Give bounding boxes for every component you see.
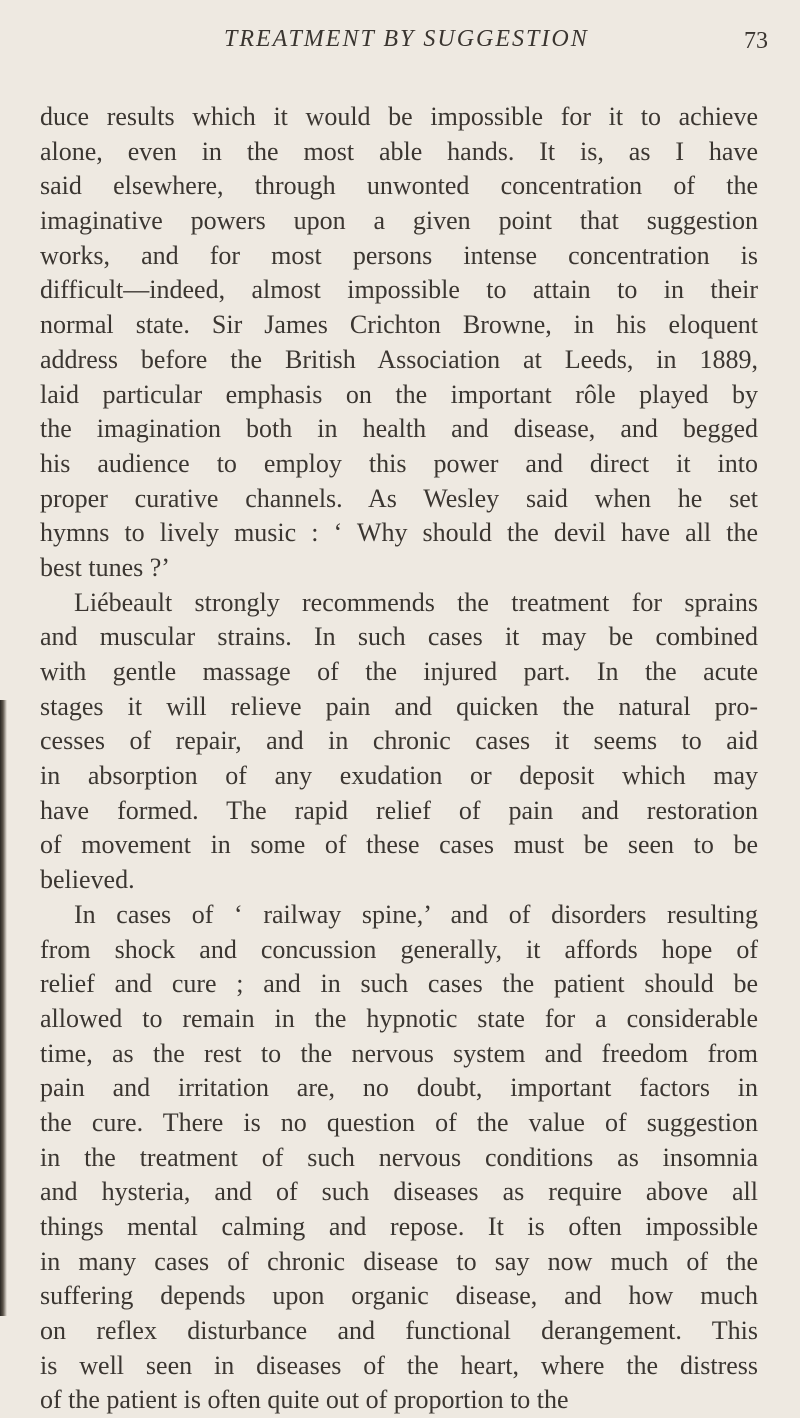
text-line: said elsewhere, through unwonted concentration of the <box>40 171 758 201</box>
text-line: time, as the rest to the nervous system and freedom from <box>40 1038 758 1068</box>
text-line: believed. <box>40 865 135 895</box>
text-line: difficult—indeed, almost impossible to attain to in their <box>40 275 758 305</box>
text-line: hymns to lively music : ‘ Why should the devil have all the <box>40 518 758 548</box>
text-line: Liébeault strongly recommends the treatment for sprains <box>74 587 758 617</box>
paragraph <box>40 898 758 1418</box>
text-line: on reflex disturbance and functional derangement. This <box>40 1316 758 1346</box>
text-line: the cure. There is no question of the value of suggestion <box>40 1107 758 1137</box>
text-line: with gentle massage of the injured part. In the acute <box>40 657 758 686</box>
paragraph <box>40 100 758 586</box>
text-line: relief and cure ; and in such cases the patient should be <box>40 969 758 999</box>
text-line: works, and for most persons intense concentration is <box>40 240 758 270</box>
text-line: pain and irritation are, no doubt, important factors in <box>40 1073 758 1103</box>
text-line: of the patient is often quite out of proportion to the <box>40 1385 569 1415</box>
text-line: his audience to employ this power and direct it into <box>40 448 758 478</box>
text-line: in absorption of any exudation or deposit which may <box>40 761 758 791</box>
text-line: from shock and concussion generally, it affords hope of <box>40 934 758 964</box>
body-text <box>40 100 758 1418</box>
text-line: duce results which it would be impossible for it to achieve <box>40 102 758 131</box>
text-line: allowed to remain in the hypnotic state for a considerable <box>40 1003 758 1033</box>
text-line: normal state. Sir James Crichton Browne, in his eloquent <box>40 310 758 340</box>
text-line: in many cases of chronic disease to say now much of the <box>40 1246 758 1276</box>
text-line: stages it will relieve pain and quicken the natural pro- <box>40 691 758 721</box>
text-line: and hysteria, and of such diseases as require above all <box>40 1177 758 1207</box>
text-line: address before the British Association at Leeds, in 1889, <box>40 344 758 374</box>
page-number: 73 <box>744 28 768 54</box>
text-line: imaginative powers upon a given point that suggestion <box>40 206 758 236</box>
text-line: have formed. The rapid relief of pain and restoration <box>40 795 758 825</box>
running-title: TREATMENT BY SUGGESTION <box>224 26 589 52</box>
text-line: best tunes ?’ <box>40 552 170 582</box>
text-line: the imagination both in health and disease, and begged <box>40 414 758 444</box>
page-binding-edge <box>0 700 7 1316</box>
text-line: things mental calming and repose. It is often impossible <box>40 1212 758 1241</box>
text-line: of movement in some of these cases must be seen to be <box>40 830 758 860</box>
text-line: alone, even in the most able hands. It is, as I have <box>40 136 758 166</box>
text-line: laid particular emphasis on the important rôle played by <box>40 379 758 409</box>
text-line: in the treatment of such nervous conditions as insomnia <box>40 1142 758 1172</box>
text-line: In cases of ‘ railway spine,’ and of disorders resulting <box>74 899 758 929</box>
text-line: suffering depends upon organic disease, and how much <box>40 1281 758 1311</box>
paragraph <box>40 586 758 898</box>
text-line: and muscular strains. In such cases it may be combined <box>40 622 758 652</box>
text-line: cesses of repair, and in chronic cases it seems to aid <box>40 726 758 756</box>
text-line: is well seen in diseases of the heart, where the distress <box>40 1350 758 1380</box>
text-line: proper curative channels. As Wesley said when he set <box>40 483 758 513</box>
